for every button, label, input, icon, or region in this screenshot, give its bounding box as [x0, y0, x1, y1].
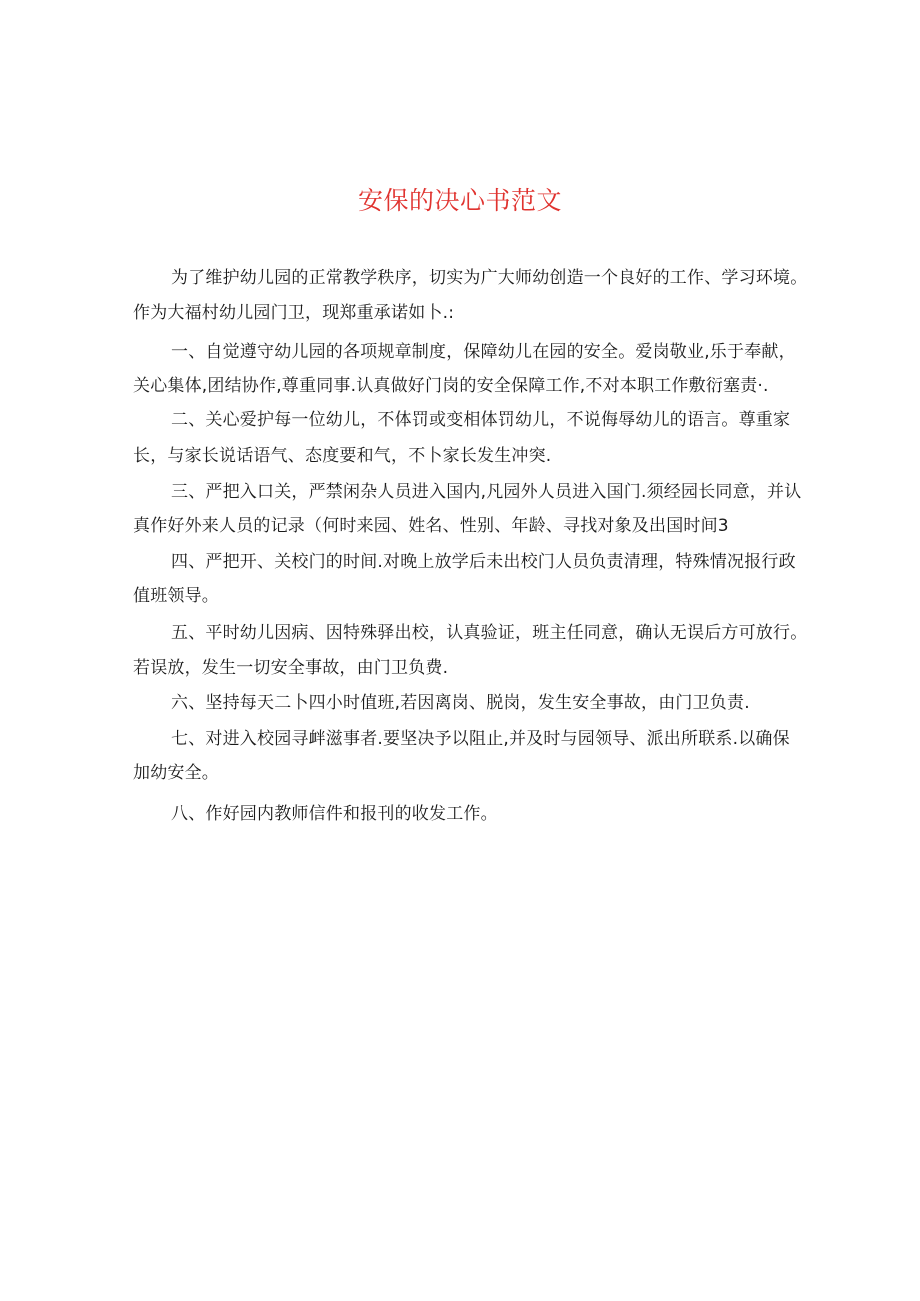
paragraph-1-line-2: 作为大福村幼儿园门卫，现郑重承诺如卜.: [133, 303, 455, 323]
paragraph-3-line-2: 长，与家长说话语气、态度要和气，不卜家长发生冲突. [133, 446, 552, 466]
paragraph-6-line-1: 五、平时幼儿因病、因特殊驿出校，认真验证，班主任同意，确认无误后方可放行。 [171, 623, 808, 643]
paragraph-6-line-2: 若误放，发生一切安全事故，由门卫负费. [133, 658, 449, 678]
paragraph-3-line-1: 二、关心爱护每一位幼儿，不体罚或变相体罚幼儿，不说侮辱幼儿的语言。尊重家 [171, 410, 791, 430]
paragraph-7-line-1: 六、坚持每天二卜四小时值班,若因离岗、脱岗，发生安全事故，由门卫负责. [171, 693, 750, 713]
paragraph-5-line-2: 值班领导。 [133, 586, 219, 606]
paragraph-8-line-2: 加幼安全。 [133, 763, 219, 783]
paragraph-8-line-1: 七、对进入校园寻衅滋事者.要坚决予以阻止,并及时与园领导、派出所联系.以确保 [171, 729, 790, 749]
document-title: 安保的决心书范文 [357, 186, 562, 215]
paragraph-9-line-1: 八、作好园内教师信件和报刊的收发工作。 [171, 804, 498, 824]
paragraph-2-line-1: 一、自觉遵守幼儿园的各项规章制度，保障幼儿在园的安全。爱岗敬业,乐于奉献， [171, 342, 796, 362]
paragraph-2-line-2: 关心集体,团结协作,尊重同事.认真做好门岗的安全保障工作,不对本职工作敷衍塞责·. [133, 376, 769, 396]
paragraph-4-line-1: 三、严把入口关，严禁闲杂人员进入国内,凡园外人员进入国门.须经园长同意，并认 [171, 482, 802, 502]
paragraph-1-line-1: 为了维护幼儿园的正常教学秩序，切实为广大师幼创造一个良好的工作、学习环境。 [171, 268, 808, 288]
paragraph-5-line-1: 四、严把开、关校门的时间.对晚上放学后未出校门人员负责清理，特殊情况报行政 [171, 552, 796, 572]
paragraph-4-line-2: 真作好外来人员的记录（何时来园、姓名、性别、年龄、寻找对象及出国时间3 [133, 516, 729, 536]
